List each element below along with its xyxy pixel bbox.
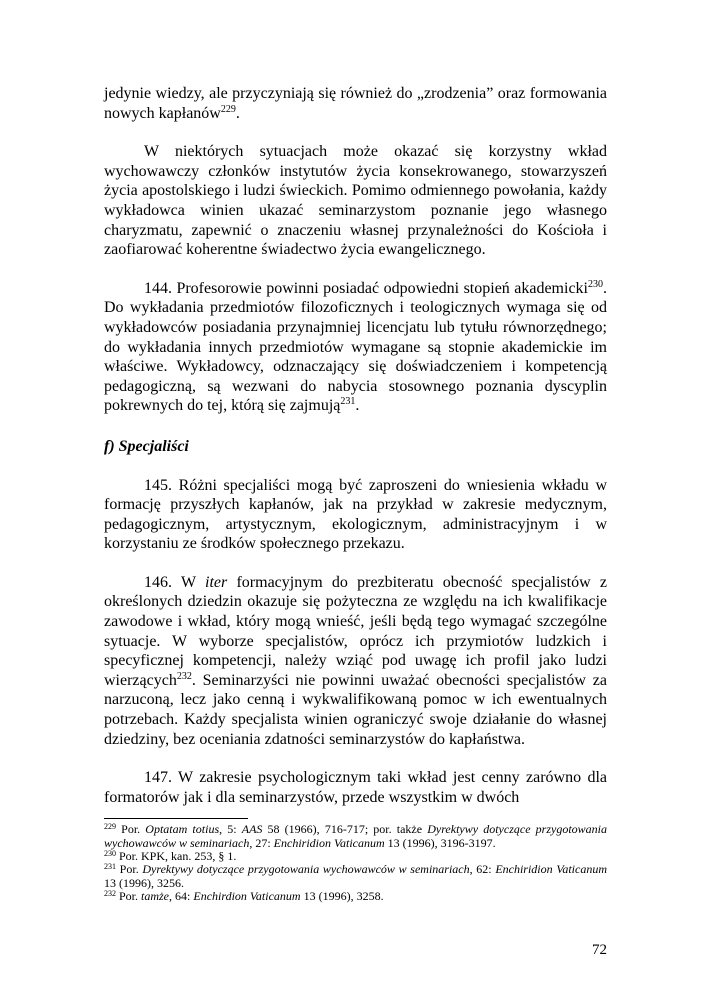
paragraph-text: 146. W: [144, 573, 206, 591]
footnote-italic-text: Enchiridion Vaticanum: [495, 862, 607, 877]
page-number: 72: [592, 942, 607, 958]
footnote-ref-231[interactable]: 231: [340, 396, 356, 408]
italic-term: iter: [205, 573, 228, 591]
footnote-italic-text: Dyrektywy dotyczące przygotowania wychowawców w seminariach: [142, 862, 470, 877]
footnote-ref-229[interactable]: 229: [220, 103, 236, 115]
paragraph-text: formacyjnym do prezbiteratu obecność specjalistów z określonych dziedzin okazuje się pożyteczna ze względu na ich kwalifikacje zawodowe i wkład, który mogą wnieść, jeśli będą tego wymagać szczególne sytuacje. W wyborze specjalistów, oprócz ich przymiotów ludzkich i specyficznej kompetencji, należy wziąć pod uwagę ich profil jako ludzi wierzących: [104, 573, 607, 689]
paragraph-146: [104, 573, 607, 749]
footnote-number: 229: [104, 822, 116, 832]
footnote-text: 13 (1996), 3256.: [104, 875, 184, 890]
footnote-ref-230[interactable]: 230: [588, 278, 603, 290]
paragraph-text: jedynie wiedzy, ale przyczyniają się również do „zrodzenia” oraz formowania nowych kapłanów: [104, 85, 607, 122]
paragraph-text: 144. Profesorowie powinni posiadać odpowiedni stopień akademicki: [144, 279, 588, 297]
footnote-italic-text: Dyrektywy dotyczące przygotowania wychowawców w seminariach: [104, 822, 608, 850]
footnote-italic-text: Enchirdion Vaticanum: [193, 888, 301, 903]
paragraph-end: .: [355, 397, 360, 415]
footnote-italic-text: Optatam totius: [145, 822, 220, 837]
footnote-230: [104, 850, 607, 863]
footnote-italic-text: tamże: [141, 888, 170, 903]
paragraph-1: [104, 84, 607, 123]
footnote-text: , 64:: [169, 888, 194, 903]
footnote-number: 231: [104, 862, 116, 872]
footnote-italic-text: Enchiridion Vaticanum: [273, 835, 385, 850]
footnote-ref-232[interactable]: 232: [176, 670, 192, 682]
footnote-text: 13 (1996), 3196-3197.: [384, 835, 496, 850]
document-page: [104, 84, 607, 903]
footnote-text: Por.: [116, 888, 142, 903]
footnote-text: , 27:: [249, 835, 274, 850]
footnote-232: [104, 890, 607, 903]
paragraph-147: 147. W zakresie psychologicznym taki wkład jest cenny zarówno dla formatorów jak i dla seminarzystów, przede wszystkim w dwóch: [104, 769, 607, 806]
footnote-italic-text: AAS: [241, 822, 263, 837]
footnote-text: Por.: [116, 862, 143, 877]
footnote-229: [104, 823, 607, 850]
paragraph-text: . Do wykładania przedmiotów filozoficznych i teologicznych wymaga się od wykładowców posiadania przynajmniej licencjatu lub tytułu równorzędnego; do wykładania innych przedmiotów wymagane są stopnie akademickie im właściwe. Wykładowcy, odznaczający się doświadczeniem i kompetencją pedagogiczną, są wezwani do nabycia stosownego poznania dyscyplin pokrewnych do tej, którą się zajmują: [104, 279, 607, 415]
paragraph-end: .: [235, 104, 240, 122]
footnote-text: , 5:: [219, 822, 242, 837]
paragraph-2: W niektórych sytuacjach może okazać się korzystny wkład wychowawczy członków instytutów życia konsekrowanego, stowarzyszeń życia apostolskiego i ludzi świeckich. Pomimo odmiennego powołania, każdy wykładowca winien ukazać seminarzystom poznanie jego własnego charyzmatu, zapewnić o znaczeniu własnej przynależności do Kościoła i zaofiarować koherentne świadectwo życia ewangelicznego.: [104, 143, 607, 259]
paragraph-text: . Seminarzyści nie powinni uważać obecności specjalistów za narzuconą, lecz jako cenną i wykwalifikowaną pomoc w ich ewentualnych potrzebach. Każdy specjalista winien ograniczyć swoje działanie do własnej dziedziny, bez oceniania zdatności seminarzystów do kapłaństwa.: [104, 671, 607, 748]
footnote-number: 230: [104, 849, 116, 858]
footnote-text: 13 (1996), 3258.: [300, 888, 384, 903]
footnotes: [104, 823, 607, 903]
footnote-text: Por.: [116, 822, 146, 837]
footnote-text: Por. KPK, kan. 253, § 1.: [116, 849, 237, 863]
footnote-number: 232: [104, 888, 116, 898]
paragraph-145: 145. Różni specjaliści mogą być zaproszeni do wniesienia wkładu w formację przyszłych kapłanów, jak na przykład w zakresie medycznym, pedagogicznym, artystycznym, ekologicznym, administracyjnym i w korzystaniu ze środków społecznego przekazu.: [104, 476, 607, 553]
footnote-text: 58 (1966), 716-717; por. także: [262, 822, 428, 837]
footnote-231: [104, 863, 607, 890]
section-heading: f) Specjaliści: [104, 437, 189, 455]
footnote-text: , 62:: [469, 862, 496, 877]
footnote-divider: [104, 818, 248, 819]
paragraph-144: [104, 279, 607, 416]
